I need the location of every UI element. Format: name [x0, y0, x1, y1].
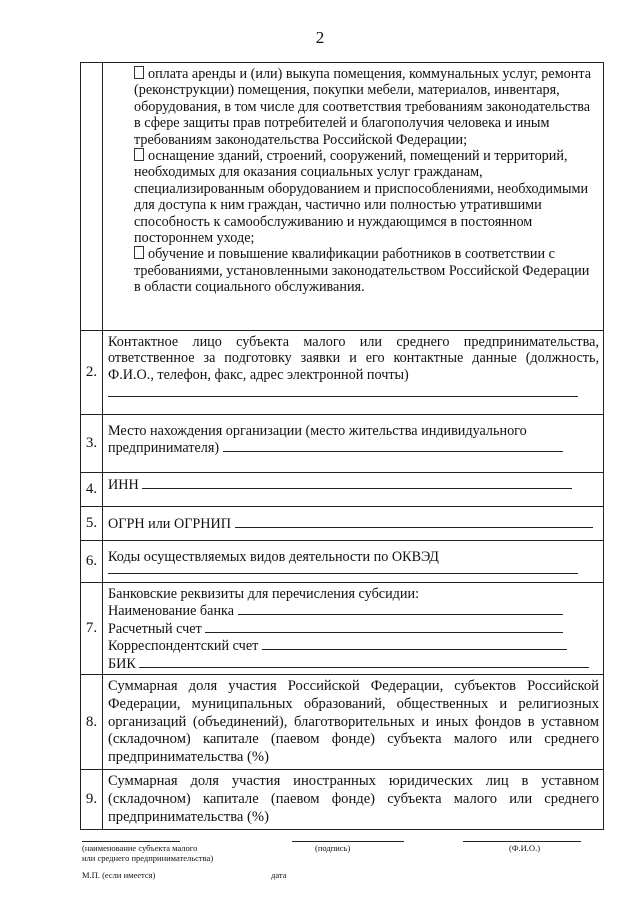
table-row	[81, 583, 604, 675]
table-row	[81, 507, 604, 541]
checkbox-icon[interactable]	[134, 246, 144, 259]
table-row	[81, 415, 604, 473]
row-number: 6.	[81, 541, 103, 583]
bank-name-label: Наименование банка	[108, 603, 235, 620]
bik-label: БИК	[108, 655, 136, 672]
table-row	[81, 63, 604, 331]
table-row	[81, 675, 604, 770]
row-number	[81, 63, 103, 331]
bank-name-field[interactable]	[238, 602, 563, 615]
fio-line[interactable]	[463, 841, 581, 842]
contact-person-field[interactable]	[108, 383, 578, 397]
org-signature-line[interactable]	[82, 841, 180, 842]
inn-label: ИНН	[108, 477, 139, 493]
row-number: 8.	[81, 675, 103, 770]
fio-caption: (Ф.И.О.)	[509, 843, 541, 853]
table-row	[81, 473, 604, 507]
corr-account-field[interactable]	[262, 637, 567, 650]
corr-account-label: Корреспондентский счет	[108, 638, 259, 655]
stamp-caption: М.П. (если имеется)	[82, 870, 156, 880]
expense-options	[103, 63, 604, 331]
option-rent[interactable]: оплата аренды и (или) выкупа помещения, коммунальных услуг, ремонта (реконструкции) помещения, покупки мебели, материалов, инвентаря, оборудования, в том числе для соответствия требованиям законодательства в сфере защиты прав потребителей и благополучия человека и иным требованиям законодательства Российской Федерации;	[134, 66, 592, 148]
location-field[interactable]	[223, 439, 563, 452]
table-row	[81, 541, 604, 583]
org-caption: (наименование субъекта малого или среднего предпринимательства)	[82, 843, 214, 863]
table-row	[81, 331, 604, 415]
table-row	[81, 770, 604, 830]
option-training[interactable]: обучение и повышение квалификации работников в соответствии с требованиями, установленными законодательством Российской Федерации в области социального обслуживания.	[134, 246, 590, 296]
checkbox-icon[interactable]	[134, 148, 144, 161]
signature-line[interactable]	[292, 841, 404, 842]
contact-person-label: Контактное лицо субъекта малого или среднего предпринимательства, ответственное за подготовку заявки и его контактные данные (должность, Ф.И.О., телефон, факс, адрес электронной почты)	[108, 334, 599, 383]
signature-caption: (подпись)	[315, 843, 351, 853]
page-number: 2	[315, 28, 325, 47]
foreign-share-label: Суммарная доля участия иностранных юридических лиц в уставном (складочном) капитале (паевом фонде) субъекта малого или среднего предпринимательства (%)	[108, 773, 599, 825]
row-number: 9.	[81, 770, 103, 830]
application-form-table	[80, 62, 604, 830]
account-label: Расчетный счет	[108, 620, 202, 637]
state-share-label: Суммарная доля участия Российской Федерации, субъектов Российской Федерации, муниципальных образований, общественных и религиозных организаций (объединений), благотворительных и иных фондов в уставном (складочном) капитале (паевом фонде) субъекта малого или среднего предпринимательства (%)	[108, 678, 599, 766]
row-number: 5.	[81, 507, 103, 541]
bik-field[interactable]	[139, 655, 589, 668]
bank-details-title: Банковские реквизиты для перечисления субсидии:	[108, 586, 420, 602]
date-caption: дата	[271, 870, 287, 880]
row-number: 4.	[81, 473, 103, 507]
location-label: Место нахождения организации (место жительства индивидуального предпринимателя)	[108, 423, 527, 457]
ogrn-label: ОГРН или ОГРНИП	[108, 516, 232, 532]
checkbox-icon[interactable]	[134, 66, 144, 79]
account-field[interactable]	[205, 620, 563, 633]
okved-field[interactable]	[108, 565, 578, 574]
okved-label: Коды осуществляемых видов деятельности по ОКВЭД	[108, 549, 439, 565]
inn-field[interactable]	[142, 476, 572, 489]
option-equipment[interactable]: оснащение зданий, строений, сооружений, помещений и территорий, необходимых для оказания социальных услуг гражданам, специализированным оборудованием и приспособлениями, необходимыми для доступа к ним граждан, частично или полностью утратившими способность к самообслуживанию и нуждающимся в постоянном постороннем уходе;	[134, 148, 589, 247]
ogrn-field[interactable]	[235, 515, 593, 528]
row-number: 7.	[81, 583, 103, 675]
row-number: 3.	[81, 415, 103, 473]
row-number: 2.	[81, 331, 103, 415]
